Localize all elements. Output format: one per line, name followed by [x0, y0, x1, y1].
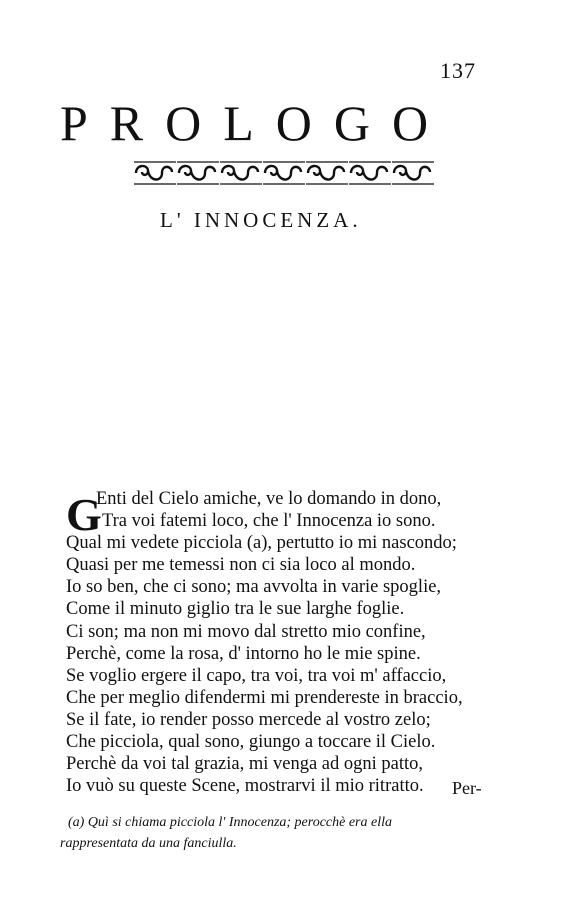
- footnote: [60, 812, 508, 854]
- page-number: 137: [440, 58, 476, 83]
- verse-line: Enti del Cielo amiche, ve lo domando in dono,: [96, 489, 442, 509]
- footnote-line: rappresentata da una fanciulla.: [60, 836, 237, 851]
- verse-block: [66, 488, 496, 797]
- verse-line: Perchè da voi tal grazia, mi venga ad ogni patto,: [66, 754, 424, 775]
- page-title: PROLOGO: [60, 95, 451, 151]
- verse-line: Qual mi vedete picciola (a), pertutto io mi nascondo;: [66, 533, 457, 554]
- section-subtitle: L' INNOCENZA.: [160, 208, 362, 232]
- footnote-line: (a) Quì si chiama picciola l' Innocenza; perocchè era ella: [68, 815, 392, 830]
- verse-line: Che picciola, qual sono, giungo a toccare il Cielo.: [66, 732, 436, 753]
- verse-line: Se voglio ergere il capo, tra voi, tra voi m' affaccio,: [66, 665, 447, 686]
- verse-line: Ci son; ma non mi movo dal stretto mio confine,: [66, 621, 426, 642]
- verse-line: Io so ben, che ci sono; ma avvolta in varie spoglie,: [66, 577, 442, 598]
- verse-line: Come il minuto giglio tra le sue larghe foglie.: [66, 599, 405, 620]
- verse-line: Perchè, come la rosa, d' intorno ho le mie spine.: [66, 643, 421, 664]
- decorative-ornament-band: [132, 160, 438, 186]
- verse-line: Che per meglio difendermi mi prendereste in braccio,: [66, 687, 463, 708]
- drop-cap: G: [66, 489, 102, 540]
- catchword: Per-: [452, 778, 482, 798]
- verse-line: Tra voi fatemi loco, che l' Innocenza io sono.: [102, 511, 436, 532]
- verse-line: Quasi per me temessi non ci sia loco al mondo.: [66, 555, 416, 576]
- verse-line: Se il fate, io render posso mercede al vostro zelo;: [66, 709, 431, 730]
- verse-line: Io vuò su queste Scene, mostrarvi il mio ritratto.: [66, 776, 424, 797]
